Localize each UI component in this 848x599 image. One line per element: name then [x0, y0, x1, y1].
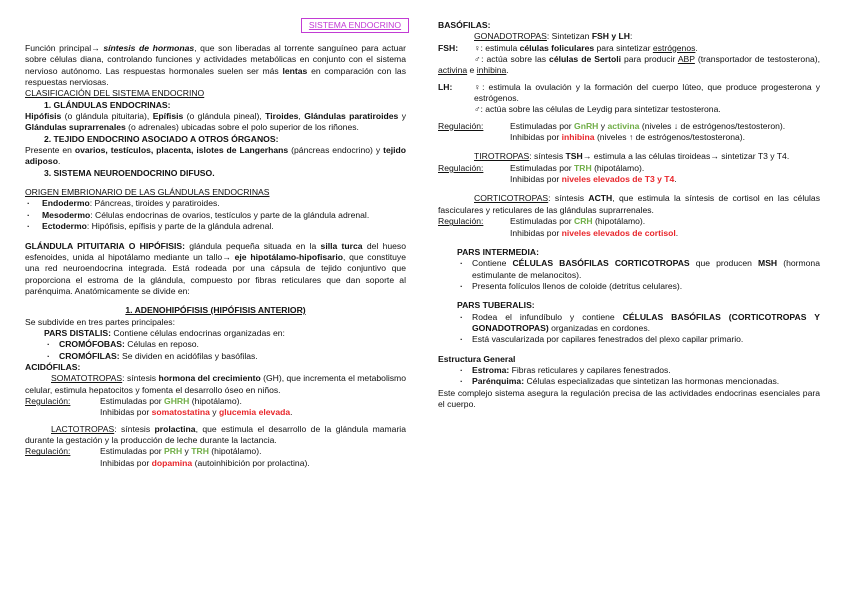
class-item-2-heading: 2. TEJIDO ENDOCRINO ASOCIADO A OTROS ÓRGANOS:	[44, 133, 279, 144]
lh-male: ♂: actúa sobre las células de Leydig para sintetizar testosterona.	[474, 104, 721, 115]
regulation-label: Regulación:	[438, 216, 484, 227]
class-item-3-heading: 3. SISTEMA NEUROENDOCRINO DIFUSO.	[44, 167, 215, 178]
lactotropas-inhibition: Inhibidas por dopamina (autoinhibición por prolactina).	[100, 457, 310, 468]
origin-heading: ORIGEN EMBRIONARIO DE LAS GLÁNDULAS ENDOCRINAS	[25, 187, 270, 198]
gonadotropas-inhibition: Inhibidas por inhibina (niveles ↑ de estrógenos/testosterona).	[510, 132, 746, 143]
regulation-label: Regulación:	[438, 120, 484, 131]
pars-distalis: PARS DISTALIS: Contiene células endocrinas organizadas en:	[44, 327, 285, 338]
structure-item: · Parénquima: Células especializadas que sintetizan las hormonas mencionadas.	[438, 376, 820, 387]
intro-paragraph: Función principal→ síntesis de hormonas, que son liberadas al torrente sanguíneo para actuar sobre células diana, controlando funciones y actividades metabólicas en conjunto con el sistema nervioso autónomo. Las respuestas hormonales suelen ser más lentas en comparación con las respuestas nerviosas.	[25, 43, 407, 88]
somatotropas-regulation: Regulación: Estimuladas por GHRH (hipotálamo).	[25, 395, 242, 406]
regulation-label: Regulación:	[438, 162, 484, 173]
cromofobas-item: · CROMÓFOBAS: Células en reposo.	[25, 339, 406, 350]
closing-paragraph: Este complejo sistema asegura la regulación precisa de las actividades endocrinas esenciales para el cuerpo.	[438, 387, 820, 409]
pars-tuberalis-item: · Rodea el infundíbulo y contiene CÉLULAS BASÓFILAS (CORTICOTROPAS Y GONADOTROPAS) organizadas en cordones.	[438, 312, 820, 335]
somatotropas-inhibition: Inhibidas por somatostatina y glucemia elevada.	[100, 407, 293, 418]
gonadotropas-heading: GONADOTROPAS: Sintetizan FSH y LH:	[474, 31, 633, 42]
somatotropas-paragraph: SOMATOTROPAS: síntesis hormona del crecimiento (GH), que incrementa el metabolismo celular, estimula hepatocitos y fomenta el desarrollo óseo en niños.	[25, 373, 406, 395]
acidofilas-heading: ACIDÓFILAS:	[25, 361, 81, 372]
document-title: SISTEMA ENDOCRINO	[301, 18, 409, 33]
lh-label: LH:	[438, 81, 453, 92]
fsh-row: FSH: ♀: estimula células foliculares para sintetizar estrógenos.	[438, 42, 698, 53]
corticotropas-paragraph: CORTICOTROPAS: síntesis ACTH, que estimula la síntesis de cortisol en las células fasciculares y reticulares de las glándulas suprarrenales.	[438, 193, 820, 215]
pars-intermedia-item: · Presenta folículos llenos de coloide (detritus celulares).	[438, 281, 820, 292]
tirotropas-paragraph: TIROTROPAS: síntesis TSH→ estimula a las células tiroideas→ sintetizar T3 y T4.	[474, 151, 790, 162]
gonadotropas-regulation: Regulación: Estimuladas por GnRH y activina (niveles ↓ de estrógenos/testosteron).	[438, 120, 786, 131]
class-item-1-body: Hipófisis (o glándula pituitaria), Epífisis (o glándula pineal), Tiroides, Glándulas paratiroides y Glándulas suprarrenales (o adrenales) ubicadas sobre el polo superior de los riñones.	[25, 111, 407, 133]
subdivide-text: Se subdivide en tres partes principales:	[25, 316, 175, 327]
pars-tuberalis-heading: PARS TUBERALIS:	[457, 300, 535, 311]
classification-heading: CLASIFICACIÓN DEL SISTEMA ENDOCRINO	[25, 88, 205, 99]
tirotropas-regulation: Regulación: Estimuladas por TRH (hipotálamo).	[438, 162, 645, 173]
pars-intermedia-heading: PARS INTERMEDIA:	[457, 246, 539, 257]
pars-intermedia-item: · Contiene CÉLULAS BASÓFILAS CORTICOTROPAS que producen MSH (hormona estimulante de melanocitos).	[438, 258, 820, 281]
lactotropas-regulation: Regulación: Estimuladas por PRH y TRH (hipotálamo).	[25, 446, 262, 457]
regulation-label: Regulación:	[25, 395, 71, 406]
general-structure-heading: Estructura General	[438, 353, 516, 364]
left-column	[25, 0, 406, 469]
origin-item: · Ectodermo: Hipófisis, epífisis y parte de la glándula adrenal.	[25, 221, 406, 232]
right-column	[438, 0, 820, 410]
class-item-1-heading: 1. GLÁNDULAS ENDOCRINAS:	[44, 99, 171, 110]
lactotropas-paragraph: LACTOTROPAS: síntesis prolactina, que estimula el desarrollo de la glándula mamaria durante la gestación y la producción de leche durante la lactancia.	[25, 423, 406, 445]
origin-item: · Mesodermo: Células endocrinas de ovarios, testículos y parte de la glándula adrenal.	[25, 210, 406, 221]
corticotropas-inhibition: Inhibidas por niveles elevados de cortisol.	[510, 227, 679, 238]
pituitary-paragraph: GLÁNDULA PITUITARIA O HIPÓFISIS: glándula pequeña situada en la silla turca del hueso esfenoides, unida al hipotálamo mediante un tallo→ eje hipotálamo-hipofisario, que constituye una red neuroendocrina integrada. Está rodeada por una cápsula de tejido conjuntivo que proporciona el estroma de la glándula, compuesto por fibras reticulares que dan soporte al parénquima. Anatómicamente se divide en:	[25, 240, 406, 296]
cromofilas-item: · CROMÓFILAS: Se dividen en acidófilas y basófilas.	[25, 351, 406, 362]
regulation-label: Regulación:	[25, 446, 71, 457]
class-item-2-body: Presente en ovarios, testículos, placenta, islotes de Langerhans (páncreas endocrino) y tejido adiposo.	[25, 145, 407, 167]
structure-item: · Estroma: Fibras reticulares y capilares fenestrados.	[438, 365, 820, 376]
pars-tuberalis-item: · Está vascularizada por capilares fenestrados del plexo capilar primario.	[438, 334, 820, 345]
lh-row: LH: ♀: estimula la ovulación y la formación del cuerpo lúteo, que produce progesterona y estrógenos.	[438, 81, 820, 104]
corticotropas-regulation: Regulación: Estimuladas por CRH (hipotálamo).	[438, 216, 646, 227]
basofilas-heading: BASÓFILAS:	[438, 20, 491, 30]
adenohypophysis-heading: 1. ADENOHIPÓFISIS (HIPÓFISIS ANTERIOR)	[125, 305, 306, 316]
origin-item: · Endodermo: Páncreas, tiroides y paratiroides.	[25, 198, 406, 209]
tirotropas-inhibition: Inhibidas por niveles elevados de T3 y T4.	[510, 174, 677, 185]
fsh-label: FSH:	[438, 42, 459, 53]
fsh-male: ♂: actúa sobre las células de Sertoli para producir ABP (transportador de testosterona), activina e inhibina.	[438, 54, 821, 76]
